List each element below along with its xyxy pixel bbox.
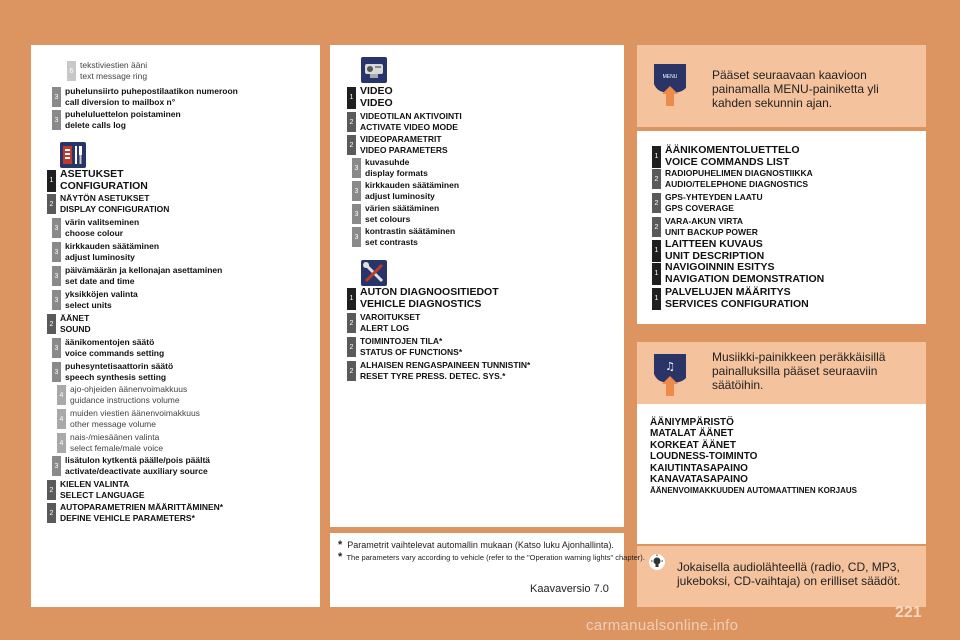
menu-level-badge: 3: [352, 204, 361, 224]
menu-level-badge: 3: [52, 362, 61, 382]
music-hint: Musiikki-painikkeen peräkkäisillä painalluksilla pääset seuraaviin säätöihin.: [712, 350, 886, 392]
menu-entry: [352, 180, 459, 202]
menu-entry: [347, 111, 462, 133]
menu-entry-line: ÄÄNIKOMENTOLUETTELO: [665, 144, 800, 156]
menu-entry: [652, 192, 763, 214]
menu-level-badge: 3: [52, 87, 61, 107]
menu-entry-line: UNIT BACKUP POWER: [665, 227, 758, 237]
menu-entry-line: ASETUKSET: [60, 168, 124, 180]
menu-entry-line: AUDIO/TELEPHONE DIAGNOSTICS: [665, 179, 809, 189]
menu-level-badge: 3: [352, 181, 361, 201]
menu-entry: [57, 432, 163, 454]
video-projector-icon: [361, 57, 387, 83]
menu-entry-line: SOUND: [60, 324, 91, 334]
menu-key-label: MENU: [662, 74, 678, 80]
menu-entry-line: guidance instructions volume: [70, 395, 180, 405]
menu-entry: [52, 217, 139, 239]
menu-entry-line: CONFIGURATION: [60, 179, 148, 192]
menu-entry-line: kirkkauden säätäminen: [65, 241, 160, 251]
menu-level-badge: 1: [347, 87, 356, 109]
menu-entry-line: delete calls log: [65, 120, 126, 130]
menu-entry-line: LAITTEEN KUVAUS: [665, 238, 763, 250]
menu-entry-line: VEHICLE DIAGNOSTICS: [360, 297, 482, 310]
menu-entry: [347, 86, 393, 109]
menu-level-badge: 2: [347, 313, 356, 333]
menu-entry-line: AUTON DIAGNOOSITIEDOT: [360, 286, 499, 298]
sound-setting-item: MATALAT ÄÄNET: [650, 428, 734, 440]
menu-level-badge: 2: [652, 193, 661, 213]
menu-entry-line: päivämäärän ja kellonajan asettaminen: [65, 265, 223, 275]
menu-entry: [52, 361, 173, 383]
menu-level-badge: 3: [52, 266, 61, 286]
menu-entry: [347, 360, 530, 382]
music-key-icon: [650, 350, 690, 396]
menu-entry-line: select units: [65, 300, 112, 310]
menu-entry-line: VAROITUKSET: [360, 312, 421, 322]
menu-entry-line: puhesyntetisaattorin säätö: [65, 361, 174, 371]
menu-entry: [67, 60, 147, 82]
menu-entry-line: RADIOPUHELIMEN DIAGNOSTIIKKA: [665, 168, 813, 178]
footnote-fi: * Parametrit vaihtelevat automallin mukaan (Katso luku Ajonhallinta).: [338, 539, 614, 551]
menu-hint: Pääset seuraavaan kaavioon painamalla MENU-painiketta yli kahden sekunnin ajan.: [712, 68, 879, 110]
menu-entry: [652, 168, 813, 190]
menu-entry: [347, 287, 499, 310]
menu-entry-line: ALERT LOG: [360, 323, 410, 333]
menu-level-badge: 4: [57, 385, 66, 405]
menu-entry-line: ÄÄNET: [60, 313, 90, 323]
menu-level-badge: 4: [57, 433, 66, 453]
sound-setting-item: LOUDNESS-TOIMINTO: [650, 451, 758, 463]
menu-entry-line: VIDEO: [360, 85, 393, 97]
menu-entry-line: DISPLAY CONFIGURATION: [60, 204, 170, 214]
menu-level-badge: 1: [652, 288, 661, 310]
menu-level-badge: 2: [347, 112, 356, 132]
menu-entry-line: TOIMINTOJEN TILA*: [360, 336, 443, 346]
menu-entry-line: UNIT DESCRIPTION: [665, 249, 765, 262]
menu-entry: [52, 86, 238, 108]
menu-level-badge: 3: [52, 290, 61, 310]
menu-entry: [352, 157, 428, 179]
menu-entry: [57, 408, 200, 430]
menu-entry-line: choose colour: [65, 228, 124, 238]
menu-level-badge: 3: [52, 338, 61, 358]
menu-entry: [52, 241, 159, 263]
menu-entry-line: VIDEOPARAMETRIT: [360, 134, 442, 144]
menu-entry: [347, 134, 448, 156]
menu-entry: [47, 169, 148, 192]
menu-level-badge: 2: [347, 337, 356, 357]
page-number: 221: [895, 604, 922, 621]
menu-entry-line: värin valitseminen: [65, 217, 140, 227]
menu-level-badge: 2: [347, 135, 356, 155]
menu-entry-line: NAVIGOINNIN ESITYS: [665, 261, 775, 273]
menu-level-badge: 3: [352, 227, 361, 247]
menu-entry-line: VIDEO: [360, 96, 393, 109]
menu-level-badge: 2: [347, 361, 356, 381]
menu-entry-line: set colours: [365, 214, 411, 224]
menu-entry: [352, 226, 455, 248]
menu-entry-line: set date and time: [65, 276, 135, 286]
menu-entry: [47, 313, 91, 335]
menu-entry-line: värien säätäminen: [365, 203, 440, 213]
menu-entry: [47, 479, 145, 501]
menu-level-badge: 1: [652, 146, 661, 168]
menu-entry: [47, 193, 169, 215]
sound-setting-item: KAIUTINTASAPAINO: [650, 462, 748, 474]
lightbulb-icon: [648, 553, 666, 571]
menu-level-badge: 6: [67, 61, 76, 81]
menu-entry-line: VOICE COMMANDS LIST: [665, 155, 790, 168]
menu-entry-line: yksikköjen valinta: [65, 289, 138, 299]
menu-entry-line: kirkkauden säätäminen: [365, 180, 460, 190]
sound-setting-item: ÄÄNENVOIMAKKUUDEN AUTOMAATTINEN KORJAUS: [650, 486, 857, 496]
menu-entry-line: call diversion to mailbox n°: [65, 97, 176, 107]
menu-entry-line: DEFINE VEHICLE PARAMETERS*: [60, 513, 195, 523]
menu-entry-line: SELECT LANGUAGE: [60, 490, 145, 500]
menu-entry-line: lisätulon kytkentä päälle/pois päältä: [65, 455, 211, 465]
menu-entry: [347, 336, 462, 358]
menu-entry-line: GPS COVERAGE: [665, 203, 734, 213]
watermark: carmanualsonline.info: [586, 617, 739, 634]
menu-level-badge: 3: [52, 218, 61, 238]
menu-entry-line: VIDEOTILAN AKTIVOINTI: [360, 111, 462, 121]
menu-level-badge: 2: [47, 503, 56, 523]
menu-level-badge: 2: [47, 480, 56, 500]
menu-entry-line: RESET TYRE PRESS. DETEC. SYS.*: [360, 371, 506, 381]
menu-level-badge: 2: [47, 314, 56, 334]
menu-key-icon: [650, 60, 690, 100]
menu-level-badge: 2: [652, 169, 661, 189]
menu-entry-line: activate/deactivate auxiliary source: [65, 466, 208, 476]
menu-entry-line: äänikomentojen säätö: [65, 337, 155, 347]
sound-settings-list: [650, 417, 857, 497]
menu-entry-line: puhelunsiirto puhepostilaatikon numeroon: [65, 86, 238, 96]
menu-entry-line: muiden viestien äänenvoimakkuus: [70, 408, 200, 418]
diagram-version: Kaavaversio 7.0: [530, 583, 609, 595]
vehicle-diagnostics-icon: [361, 260, 387, 286]
menu-level-badge: 4: [57, 409, 66, 429]
svg-text:♫: ♫: [665, 360, 675, 373]
menu-entry: [57, 384, 187, 406]
menu-level-badge: 2: [652, 217, 661, 237]
menu-entry-line: NAVIGATION DEMONSTRATION: [665, 272, 825, 285]
menu-entry-line: kontrastin säätäminen: [365, 226, 456, 236]
menu-level-badge: 1: [652, 240, 661, 262]
menu-entry-line: KIELEN VALINTA: [60, 479, 130, 489]
menu-entry-line: text message ring: [80, 71, 148, 81]
menu-entry: [52, 265, 222, 287]
menu-entry-line: AUTOPARAMETRIEN MÄÄRITTÄMINEN*: [60, 502, 224, 512]
menu-entry: [52, 289, 138, 311]
menu-entry: [652, 145, 800, 168]
menu-level-badge: 3: [52, 456, 61, 476]
sound-setting-item: KANAVATASAPAINO: [650, 474, 748, 486]
menu-level-badge: 3: [52, 110, 61, 130]
menu-entry-line: display formats: [365, 168, 428, 178]
menu-entry-line: select female/male voice: [70, 443, 164, 453]
menu-level-badge: 3: [52, 242, 61, 262]
menu-entry-line: kuvasuhde: [365, 157, 410, 167]
menu-entry-line: PALVELUJEN MÄÄRITYS: [665, 286, 791, 298]
menu-entry-line: voice commands setting: [65, 348, 165, 358]
menu-entry-line: ACTIVATE VIDEO MODE: [360, 122, 458, 132]
menu-entry-line: other message volume: [70, 419, 156, 429]
tip-text: Jokaisella audiolähteellä (radio, CD, MP3, jukeboksi, CD-vaihtaja) on erilliset säädöt.: [677, 560, 901, 588]
menu-entry: [652, 287, 809, 310]
sound-setting-item: ÄÄNIYMPÄRISTÖ: [650, 417, 734, 428]
menu-entry-line: SERVICES CONFIGURATION: [665, 297, 809, 310]
settings-tools-icon: [60, 142, 86, 168]
menu-level-badge: 2: [47, 194, 56, 214]
menu-entry-line: ajo-ohjeiden äänenvoimakkuus: [70, 384, 188, 394]
menu-level-badge: 1: [47, 170, 56, 192]
menu-entry-line: puheluluettelon poistaminen: [65, 109, 181, 119]
menu-entry: [652, 262, 824, 285]
menu-entry: [652, 239, 764, 262]
menu-entry-line: tekstiviestien ääni: [80, 60, 148, 70]
menu-entry-line: VARA-AKUN VIRTA: [665, 216, 744, 226]
menu-entry: [652, 216, 758, 238]
menu-entry: [347, 312, 420, 334]
menu-entry-line: adjust luminosity: [365, 191, 435, 201]
menu-entry: [52, 109, 181, 131]
menu-entry-line: VIDEO PARAMETERS: [360, 145, 448, 155]
menu-entry: [52, 455, 210, 477]
menu-entry-line: STATUS OF FUNCTIONS*: [360, 347, 463, 357]
menu-entry-line: GPS-YHTEYDEN LAATU: [665, 192, 763, 202]
menu-entry-line: nais-/miesäänen valinta: [70, 432, 160, 442]
menu-level-badge: 3: [352, 158, 361, 178]
menu-entry-line: NÄYTÖN ASETUKSET: [60, 193, 150, 203]
menu-level-badge: 1: [347, 288, 356, 310]
menu-entry-line: ALHAISEN RENGASPAINEEN TUNNISTIN*: [360, 360, 531, 370]
menu-entry: [52, 337, 164, 359]
footnote-en: * The parameters vary according to vehicle (refer to the "Operation warning lights" chapter).: [338, 551, 645, 563]
menu-entry-line: set contrasts: [365, 237, 418, 247]
menu-entry-line: adjust luminosity: [65, 252, 135, 262]
menu-entry-line: speech synthesis setting: [65, 372, 167, 382]
menu-entry: [47, 502, 223, 524]
menu-level-badge: 1: [652, 263, 661, 285]
menu-entry: [352, 203, 439, 225]
sound-setting-item: KORKEAT ÄÄNET: [650, 439, 736, 451]
